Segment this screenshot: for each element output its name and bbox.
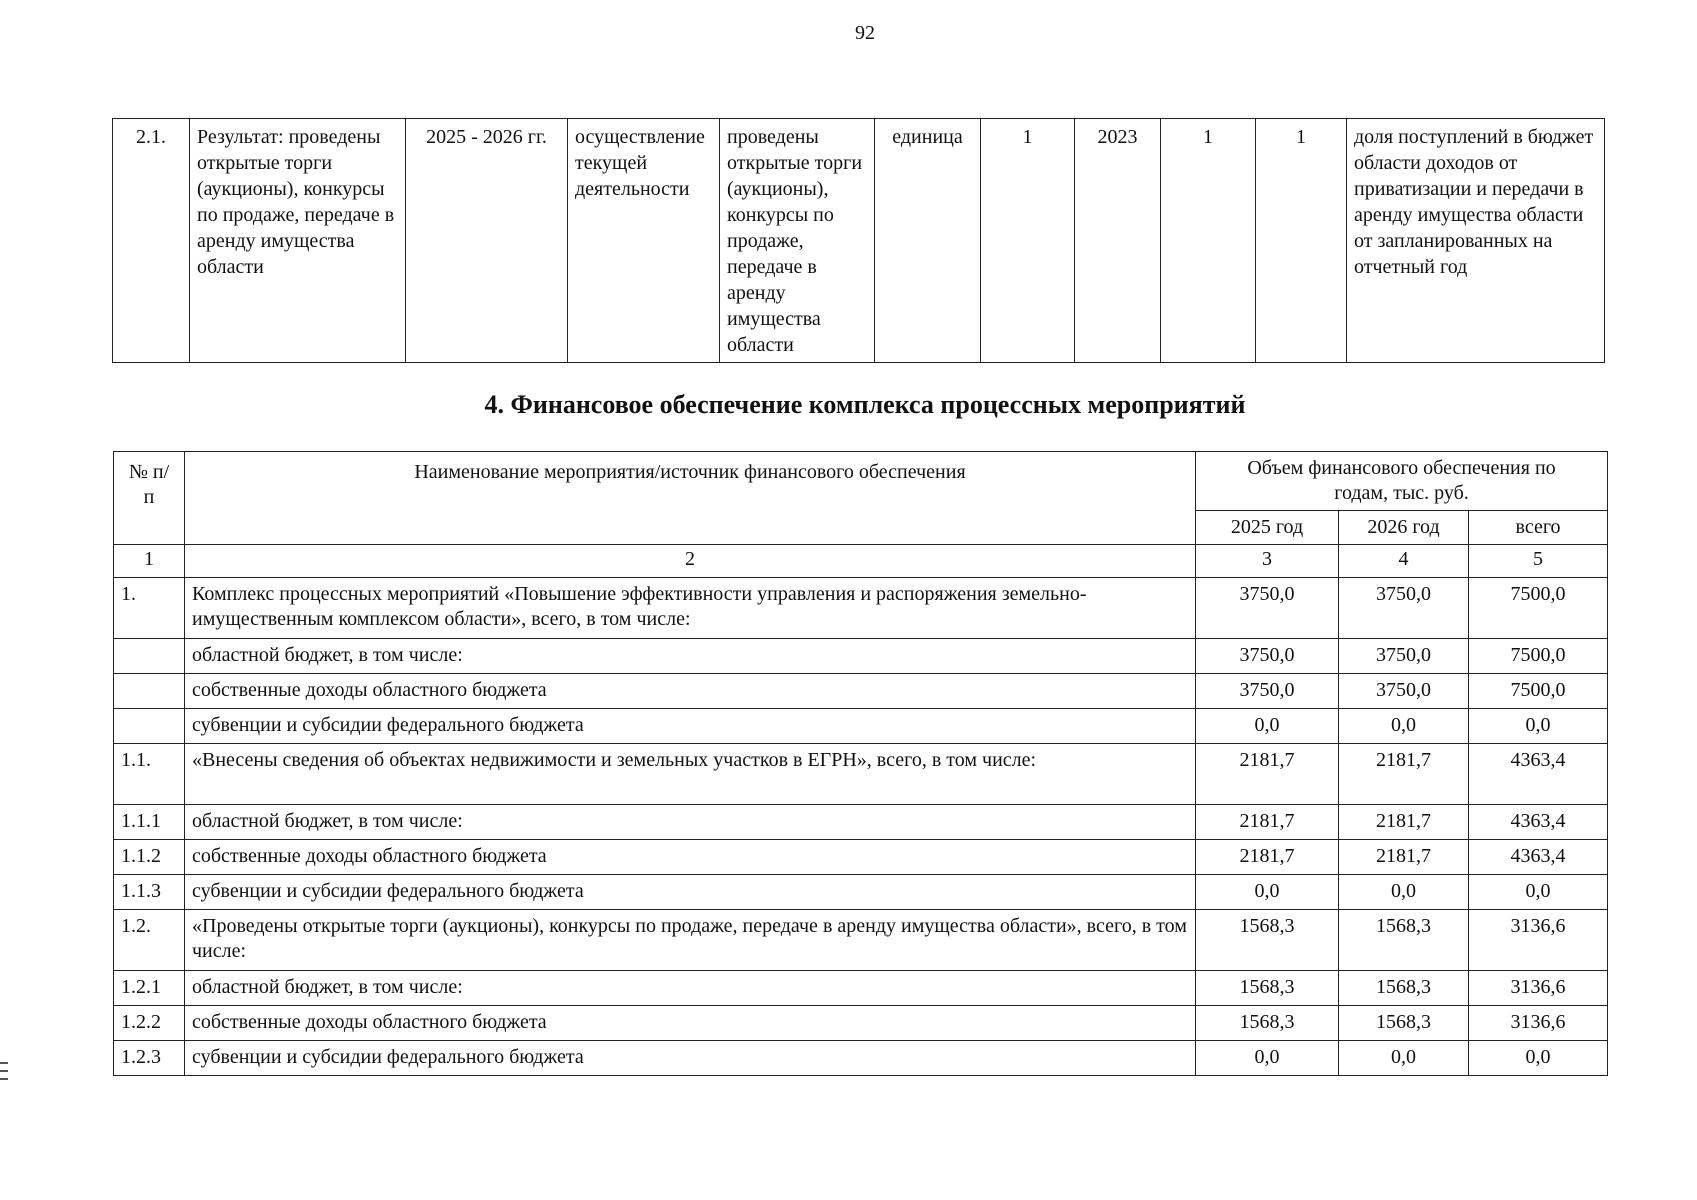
value-2025: 1568,3 xyxy=(1196,1006,1339,1041)
row-number xyxy=(114,639,185,674)
row-name: областной бюджет, в том числе: xyxy=(185,971,1196,1006)
index-row xyxy=(114,545,1608,578)
table-row xyxy=(114,840,1608,875)
value-total: 3136,6 xyxy=(1469,910,1608,971)
value-2025: 2181,7 xyxy=(1196,805,1339,840)
value-2026: 1568,3 xyxy=(1339,1006,1469,1041)
row-number: 1.1.2 xyxy=(114,840,185,875)
table-row xyxy=(114,1041,1608,1076)
header-row xyxy=(114,452,1608,511)
header-name: Наименование мероприятия/источник финансового обеспечения xyxy=(185,452,1196,545)
result-link: доля поступлений в бюджет области доходов от приватизации и передачи в аренду имущества области от запланированных на отчетный год xyxy=(1347,119,1605,363)
row-number: 1.2.1 xyxy=(114,971,185,1006)
result-name: Результат: проведены открытые торги (аукционы), конкурсы по продаже, передаче в аренду имущества области xyxy=(190,119,406,363)
row-name: субвенции и субсидии федерального бюджета xyxy=(185,709,1196,744)
value-total: 4363,4 xyxy=(1469,805,1608,840)
index-cell: 4 xyxy=(1339,545,1469,578)
value-total: 7500,0 xyxy=(1469,674,1608,709)
value-total: 7500,0 xyxy=(1469,639,1608,674)
row-name: собственные доходы областного бюджета xyxy=(185,840,1196,875)
row-number: 1. xyxy=(114,578,185,639)
results-table xyxy=(112,118,1605,363)
value-2025: 0,0 xyxy=(1196,875,1339,910)
row-name: «Проведены открытые торги (аукционы), конкурсы по продаже, передаче в аренду имущества области», всего, в том числе: xyxy=(185,910,1196,971)
header-2026: 2026 год xyxy=(1339,511,1469,545)
value-2026: 3750,0 xyxy=(1339,578,1469,639)
results-row xyxy=(113,119,1605,363)
index-cell: 1 xyxy=(114,545,185,578)
table-row xyxy=(114,805,1608,840)
result-period: 2025 - 2026 гг. xyxy=(406,119,568,363)
row-number: 1.2.3 xyxy=(114,1041,185,1076)
value-2025: 0,0 xyxy=(1196,709,1339,744)
finance-table xyxy=(113,451,1608,1076)
value-2025: 3750,0 xyxy=(1196,674,1339,709)
value-total: 3136,6 xyxy=(1469,971,1608,1006)
row-number: 1.1.1 xyxy=(114,805,185,840)
value-2026: 0,0 xyxy=(1339,709,1469,744)
header-num: № п/п xyxy=(114,452,185,545)
result-type: осуществление текущей деятельности xyxy=(568,119,720,363)
finance-body xyxy=(114,578,1608,1076)
header-volume: Объем финансового обеспечения по годам, тыс. руб. xyxy=(1196,452,1608,511)
value-2026: 0,0 xyxy=(1339,875,1469,910)
value-2026: 1568,3 xyxy=(1339,910,1469,971)
table-row xyxy=(114,910,1608,971)
value-2025: 0,0 xyxy=(1196,1041,1339,1076)
result-characteristic: проведены открытые торги (аукционы), конкурсы по продаже, передаче в аренду имущества области xyxy=(720,119,875,363)
value-total: 0,0 xyxy=(1469,1041,1608,1076)
row-number: 1.2.2 xyxy=(114,1006,185,1041)
header-total: всего xyxy=(1469,511,1608,545)
value-total: 4363,4 xyxy=(1469,744,1608,805)
value-2025: 1 xyxy=(1161,119,1256,363)
row-name: «Внесены сведения об объектах недвижимости и земельных участков в ЕГРН», всего, в том числе: xyxy=(185,744,1196,805)
value-total: 0,0 xyxy=(1469,875,1608,910)
section-heading: 4. Финансовое обеспечение комплекса процессных мероприятий xyxy=(484,390,1246,419)
base-year: 2023 xyxy=(1075,119,1161,363)
row-name: областной бюджет, в том числе: xyxy=(185,805,1196,840)
row-number: 1.1.3 xyxy=(114,875,185,910)
table-row xyxy=(114,1006,1608,1041)
value-2026: 1568,3 xyxy=(1339,971,1469,1006)
value-total: 7500,0 xyxy=(1469,578,1608,639)
row-name: собственные доходы областного бюджета xyxy=(185,1006,1196,1041)
value-2026: 2181,7 xyxy=(1339,840,1469,875)
index-cell: 5 xyxy=(1469,545,1608,578)
value-2025: 2181,7 xyxy=(1196,744,1339,805)
table-row xyxy=(114,709,1608,744)
result-unit: единица xyxy=(875,119,981,363)
row-number xyxy=(114,709,185,744)
index-cell: 2 xyxy=(185,545,1196,578)
value-2025: 1568,3 xyxy=(1196,910,1339,971)
header-2025: 2025 год xyxy=(1196,511,1339,545)
value-total: 4363,4 xyxy=(1469,840,1608,875)
value-2026: 2181,7 xyxy=(1339,805,1469,840)
value-2025: 2181,7 xyxy=(1196,840,1339,875)
row-name: субвенции и субсидии федерального бюджета xyxy=(185,1041,1196,1076)
margin-marks xyxy=(0,1062,8,1086)
value-2026: 1 xyxy=(1256,119,1347,363)
row-name: собственные доходы областного бюджета xyxy=(185,674,1196,709)
base-value: 1 xyxy=(981,119,1075,363)
table-row xyxy=(114,578,1608,639)
row-name: субвенции и субсидии федерального бюджета xyxy=(185,875,1196,910)
row-number: 1.2. xyxy=(114,910,185,971)
value-2026: 3750,0 xyxy=(1339,639,1469,674)
row-number xyxy=(114,674,185,709)
value-total: 0,0 xyxy=(1469,709,1608,744)
value-total: 3136,6 xyxy=(1469,1006,1608,1041)
table-row xyxy=(114,639,1608,674)
value-2025: 3750,0 xyxy=(1196,578,1339,639)
value-2026: 3750,0 xyxy=(1339,674,1469,709)
table-row xyxy=(114,971,1608,1006)
value-2026: 0,0 xyxy=(1339,1041,1469,1076)
table-row xyxy=(114,674,1608,709)
table-row xyxy=(114,744,1608,805)
table-row xyxy=(114,875,1608,910)
row-number: 2.1. xyxy=(113,119,190,363)
row-name: Комплекс процессных мероприятий «Повышение эффективности управления и распоряжения земельно-имущественным комплексом области», всего, в том числе: xyxy=(185,578,1196,639)
index-cell: 3 xyxy=(1196,545,1339,578)
value-2025: 1568,3 xyxy=(1196,971,1339,1006)
page-number: 92 xyxy=(855,22,875,44)
value-2026: 2181,7 xyxy=(1339,744,1469,805)
value-2025: 3750,0 xyxy=(1196,639,1339,674)
row-number: 1.1. xyxy=(114,744,185,805)
row-name: областной бюджет, в том числе: xyxy=(185,639,1196,674)
